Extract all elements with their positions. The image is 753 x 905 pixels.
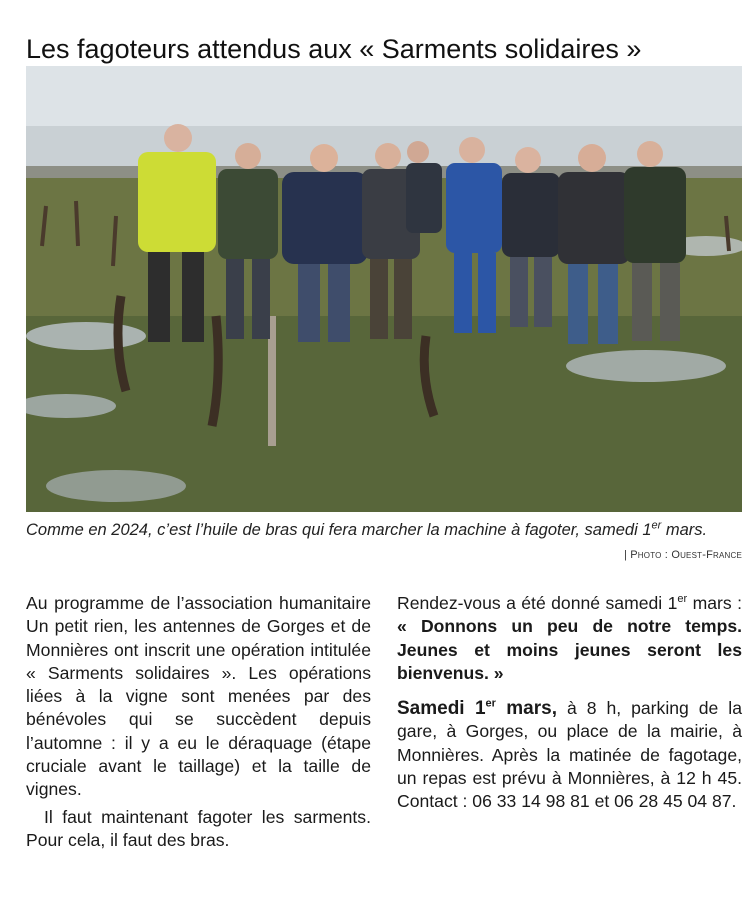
caption-text: Comme en 2024, c’est l’huile de bras qui fera marcher la machine à fagoter, samedi 1 [26, 521, 652, 539]
event-details: à 8 h, parking de la gare, à Gorges, ou place de la mairie, à Monnières. Après la matinée de fagotage, un repas est prévu à Monnières, à 12 h 45. Contact : 06 33 14 98 81 et 06 28 45 04 87. [397, 698, 742, 812]
paragraph: Il faut maintenant fagoter les sarments. Pour cela, il faut des bras. [26, 806, 371, 850]
event-date-text: Samedi 1 [397, 698, 486, 720]
paragraph [397, 592, 742, 685]
paragraph-sup: er [677, 593, 688, 606]
article-column-right [397, 592, 742, 814]
vineyard-photo-illustration [26, 66, 742, 512]
event-date-sup: er [485, 697, 496, 710]
paragraph [397, 697, 742, 813]
caption-sup: er [651, 519, 662, 532]
photo-credit: | Photo : Ouest-France [623, 549, 742, 561]
quote: « Donnons un peu de notre temps. Jeunes et moins jeunes seront les bienvenus. » [397, 616, 742, 683]
article-title: Les fagoteurs attendus aux « Sarments solidaires » [26, 34, 642, 65]
event-date [397, 698, 557, 719]
caption-text-end: mars. [661, 521, 708, 539]
event-date-text-end: mars, [495, 698, 557, 720]
article-column-left [26, 592, 371, 852]
paragraph-text: Rendez-vous a été donné samedi 1 [397, 593, 678, 613]
article-photo [26, 66, 742, 512]
photo-caption [26, 519, 742, 541]
paragraph: Au programme de l’association humanitaire Un petit rien, les antennes de Gorges et de Monnières ont inscrit une opération intitulée « Sarments solidaires ». Les opérations liées à la vigne sont menées par des bénévoles qui se succèdent depuis l’automne : il y a eu le déraquage (étape cruciale avant le taillage) et la taille de vignes. [26, 593, 371, 800]
paragraph-text: mars : [687, 593, 742, 613]
